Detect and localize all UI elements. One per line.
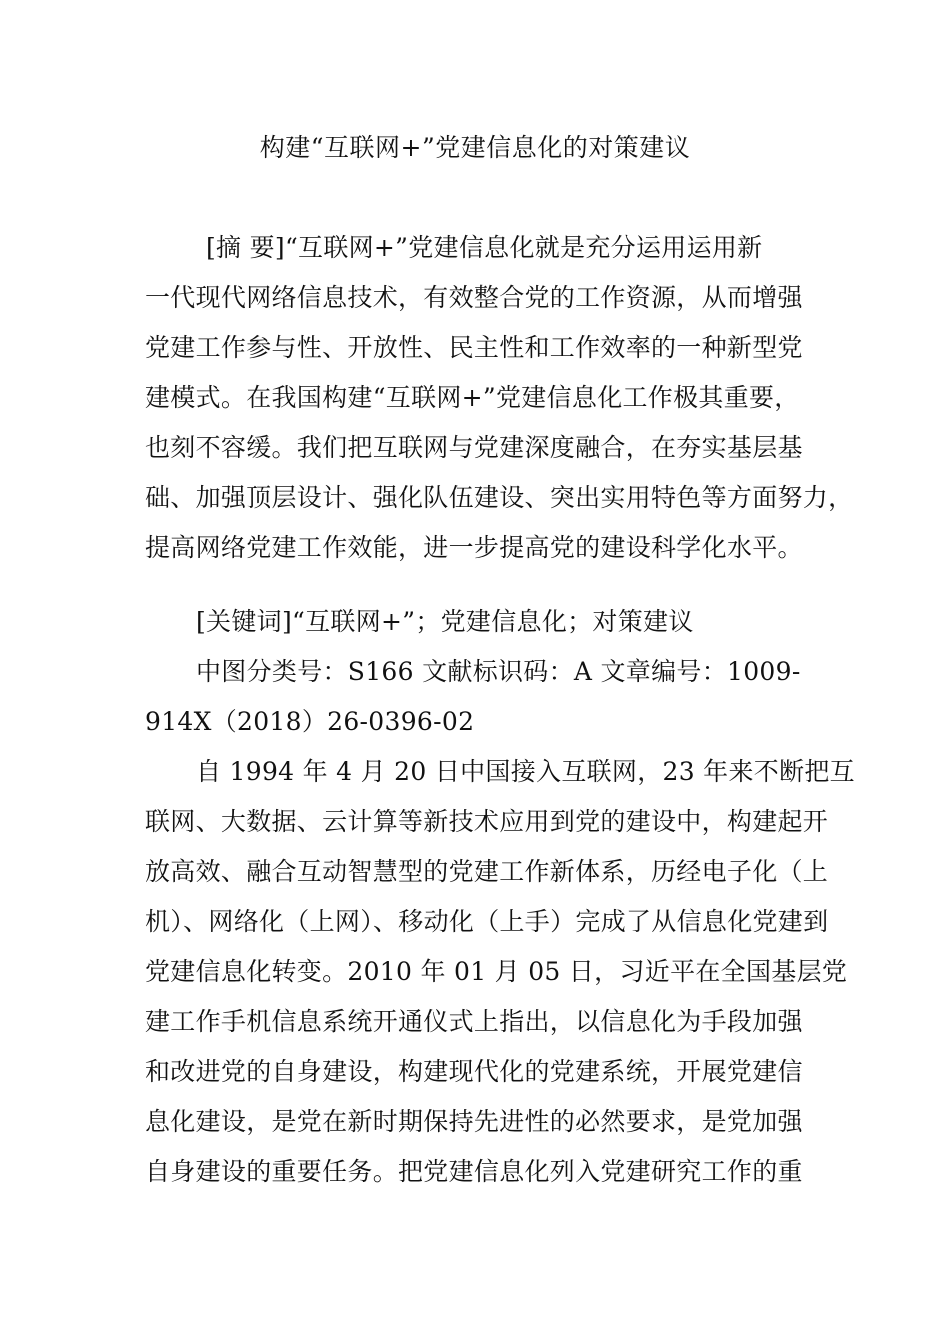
body-line: 建工作手机信息系统开通仪式上指出，以信息化为手段加强 [145, 1007, 803, 1036]
abstract-line: 党建工作参与性、开放性、民主性和工作效率的一种新型党 [145, 333, 803, 362]
body-line: 自身建设的重要任务。把党建信息化列入党建研究工作的重 [145, 1157, 803, 1186]
abstract-line: [摘 要]“互联网+”党建信息化就是充分运用运用新 [206, 233, 763, 262]
abstract-line: 建模式。在我国构建“互联网+”党建信息化工作极其重要， [145, 383, 800, 412]
body-line: 自 1994 年 4 月 20 日中国接入互联网，23 年来不断把互 [196, 757, 855, 786]
abstract-line: 础、加强顶层设计、强化队伍建设、突出实用特色等方面努力， [145, 483, 854, 512]
abstract-line: 一代现代网络信息技术，有效整合党的工作资源，从而增强 [145, 283, 803, 312]
abstract-line: 也刻不容缓。我们把互联网与党建深度融合，在夯实基层基 [145, 433, 803, 462]
body-line: 党建信息化转变。2010 年 01 月 05 日，习近平在全国基层党 [145, 957, 848, 986]
abstract-line: 提高网络党建工作效能，进一步提高党的建设科学化水平。 [145, 533, 803, 562]
classification-line: 中图分类号：S166 文献标识码：A 文章编号：1009- [196, 657, 801, 686]
body-line: 机）、网络化（上网）、移动化（上手）完成了从信息化党建到 [145, 907, 829, 936]
body-line: 联网、大数据、云计算等新技术应用到党的建设中，构建起开 [145, 807, 829, 836]
body-line: 放高效、融合互动智慧型的党建工作新体系，历经电子化（上 [145, 857, 829, 886]
body-line: 息化建设，是党在新时期保持先进性的必然要求，是党加强 [145, 1107, 803, 1136]
body-line: 和改进党的自身建设，构建现代化的党建系统，开展党建信 [145, 1057, 803, 1086]
keywords-line: [关键词]“互联网+”；党建信息化；对策建议 [196, 607, 694, 636]
classification-line: 914X（2018）26-0396-02 [145, 707, 475, 736]
document-title: 构建“互联网+”党建信息化的对策建议 [259, 133, 691, 162]
